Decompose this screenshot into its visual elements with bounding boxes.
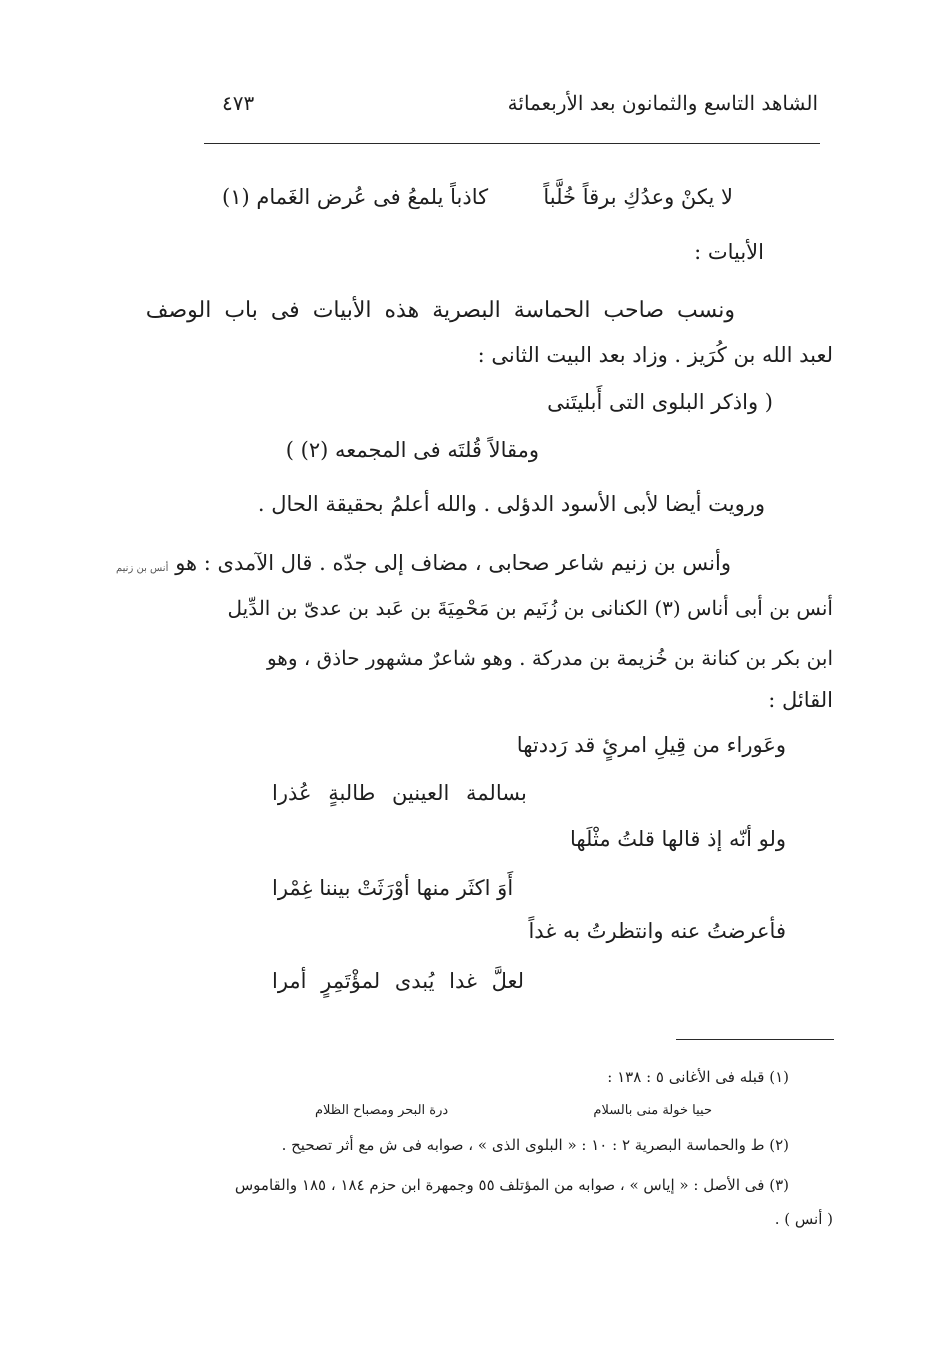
footnote-1-verse-first: حييا خولة منى بالسلام xyxy=(593,1103,712,1118)
footnote-1-verse-second: درة البحر ومصباح الظلام xyxy=(315,1103,449,1118)
verse2-second-line: ومقالاً قُلتَه فى المجمعه (٢) ) xyxy=(285,438,539,462)
para3-line2: أنس بن أبى أناس (٣) الكنانى بن زُنَيم بن مَحْمِيَةَ بن عَبد بن عدىّ بن الدِّيل xyxy=(227,596,833,620)
para3-line1: وأنس بن زنيم شاعر صحابى ، مضاف إلى جدّه . قال الآمدى : هو xyxy=(175,551,731,575)
footnote-3-line2: ( أنس ) . xyxy=(774,1210,833,1228)
para3-line4: القائل : xyxy=(768,688,833,712)
poem-line: لعلَّ غدا يُبدى لمؤْتَمِرٍ أمرا xyxy=(272,969,525,993)
verse1-first-hemistich: لا يكنْ وعدُكِ برقاً خُلَّباً xyxy=(543,185,733,209)
running-title: الشاهد التاسع والثمانون بعد الأربعمائة xyxy=(507,91,818,115)
poem-line: بسالمة العينين طالبةٍ عُذرا xyxy=(272,781,527,805)
poem-line: أَوَ اكثَر منها أوْرَثَتْ بيننا غِمْرا xyxy=(272,876,514,900)
footnote-1: (١) قبله فى الأغانى ٥ : ١٣٨ : xyxy=(607,1068,789,1086)
footnote-3-line1: (٣) فى الأصل : « إياس » ، صوابه من المؤتلف ٥٥ وجمهرة ابن حزم ١٨٤ ، ١٨٥ والقاموس xyxy=(234,1176,789,1194)
verse1-second-hemistich: كاذباً يلمعُ فى عُرض الغَمام (١) xyxy=(222,185,489,209)
header-rule xyxy=(204,143,820,144)
poem-line: ولو أنّه إذ قالها قلتُ مثْلَها xyxy=(569,827,786,851)
para1-line2: لعبد الله بن كُرَيز . وزاد بعد البيت الثانى : xyxy=(477,343,833,367)
footnote-2: (٢) ط والحماسة البصرية ٢ : ١٠ : « البلوى الذى » ، صوابه فى ش مع أثر تصحيح . xyxy=(281,1136,789,1154)
line-abyat: الأبيات : xyxy=(694,240,764,264)
margin-note: أنس بن زنيم xyxy=(116,563,169,574)
para2: ورويت أيضا لأبى الأسود الدؤلى . والله أعلمُ بحقيقة الحال . xyxy=(257,492,765,516)
para1-line1: ونسب صاحب الحماسة البصرية هذه الأبيات فى باب الوصف xyxy=(145,298,735,323)
footnote-rule xyxy=(676,1039,834,1040)
para3-line3: ابن بكر بن كنانة بن خُزيمة بن مدركة . وهو شاعرٌ مشهور حاذق ، وهو xyxy=(266,646,833,670)
page-number: ٤٧٣ xyxy=(222,91,255,115)
verse2-first-line: ( واذكر البلوى التى أَبليتَنى xyxy=(547,390,773,414)
poem-line: وعَوراء من قِيلِ امرئٍ قد رَددتها xyxy=(516,733,786,757)
poem-line: فأعرضتُ عنه وانتظرتُ به غداً xyxy=(528,919,786,943)
